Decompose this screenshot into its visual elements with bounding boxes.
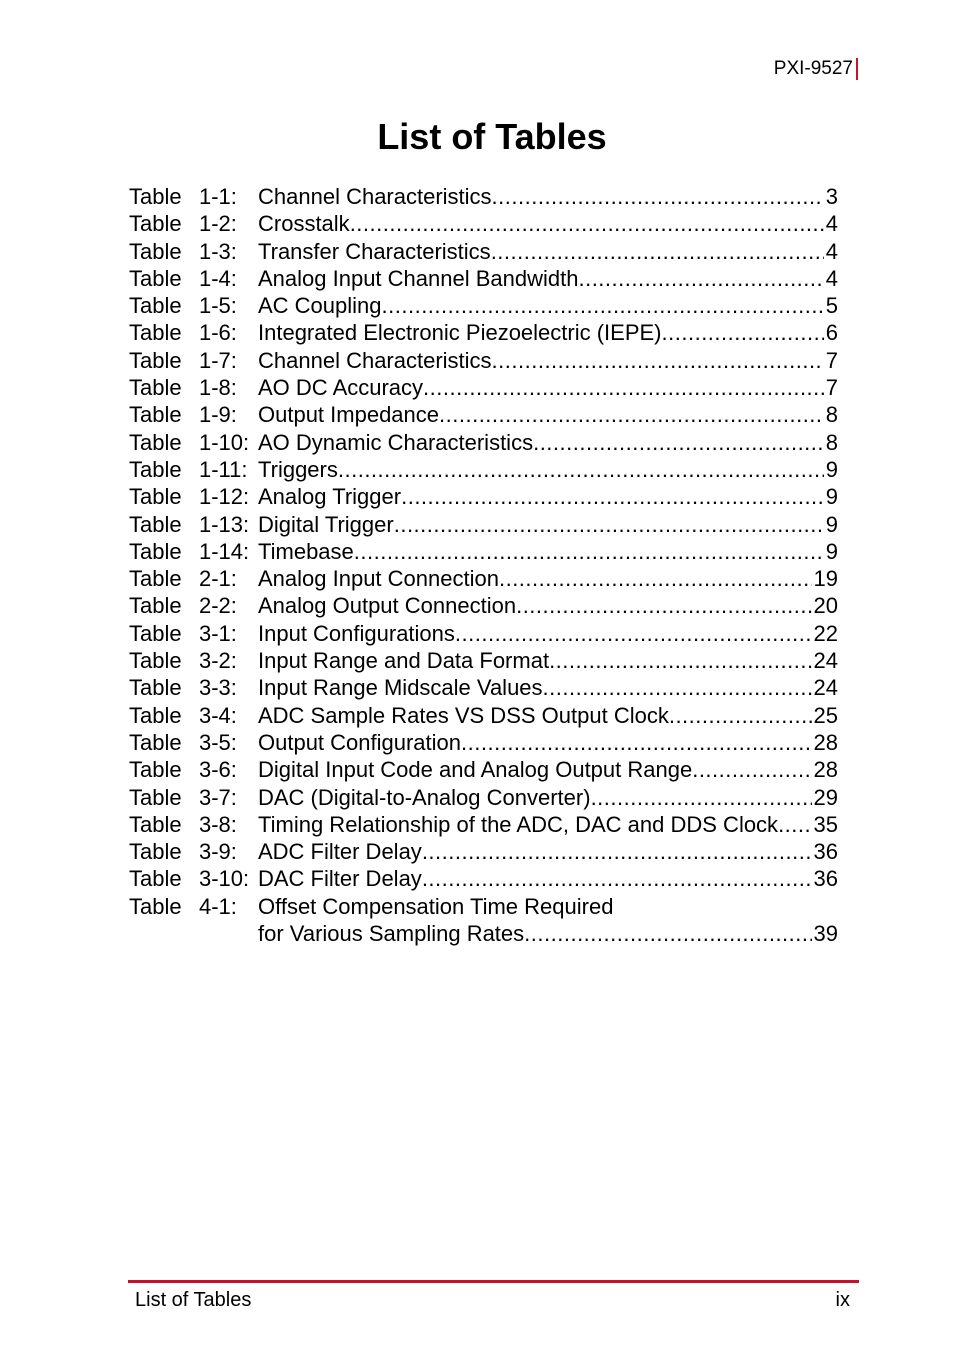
dot-leader [338, 456, 824, 483]
entry-label: Table [129, 484, 182, 510]
product-code: PXI-9527 [773, 58, 853, 79]
entry-title: Digital Trigger [258, 511, 394, 537]
toc-entry[interactable] [129, 265, 838, 292]
dot-leader [692, 756, 811, 783]
entry-label: Table [129, 265, 182, 291]
entry-title: Crosstalk [258, 211, 350, 237]
toc-entry[interactable] [129, 429, 838, 456]
entry-number: 1-5: [199, 293, 237, 319]
toc-entry[interactable] [129, 292, 838, 319]
toc-entry[interactable] [129, 893, 838, 920]
toc-entry[interactable] [129, 347, 838, 374]
entry-title-cell [258, 647, 812, 674]
dot-leader [549, 647, 811, 674]
toc-entry[interactable] [129, 920, 838, 947]
entry-number: 1-10: [199, 429, 250, 455]
dot-leader [422, 838, 812, 865]
dot-leader [439, 401, 824, 428]
entry-label: Table [129, 293, 182, 319]
entry-number: 2-1: [199, 566, 237, 592]
dot-leader [491, 238, 824, 265]
toc-entry[interactable] [129, 674, 838, 701]
footer-rule [128, 1280, 859, 1283]
dot-leader [401, 483, 824, 510]
entry-title: Timing Relationship of the ADC, DAC and DDS Clock [258, 811, 779, 837]
entry-title-cell [258, 401, 824, 428]
entry-title-cell [258, 729, 812, 756]
entry-label [129, 920, 199, 947]
entry-number: 1-7: [199, 347, 237, 373]
entry-number [199, 920, 258, 947]
entry-label: Table [129, 429, 182, 455]
dot-leader [524, 920, 811, 947]
dot-leader [662, 319, 824, 346]
dot-leader [591, 784, 812, 811]
entry-page-number: 29 [813, 784, 838, 810]
entry-number: 3-6: [199, 757, 237, 783]
dot-leader [350, 210, 824, 237]
dot-leader [613, 893, 836, 920]
dot-leader [423, 374, 824, 401]
entry-title-cell [258, 893, 836, 920]
entry-label: Table [129, 566, 182, 592]
toc-entry[interactable] [129, 238, 838, 265]
entry-page-number: 35 [813, 811, 838, 837]
entry-title: ADC Sample Rates VS DSS Output Clock [258, 702, 669, 728]
dot-leader [492, 183, 824, 210]
entry-title: DAC (Digital-to-Analog Converter) [258, 784, 591, 810]
entry-page-number: 39 [813, 921, 838, 947]
entry-page-number: 36 [813, 839, 838, 865]
entry-title-cell [258, 811, 812, 838]
entry-label: Table [129, 702, 182, 728]
entry-title-cell [258, 210, 824, 237]
dot-leader [394, 511, 824, 538]
entry-number: 1-8: [199, 375, 237, 401]
entry-label: Table [129, 893, 182, 919]
entry-page-number: 19 [813, 566, 838, 592]
entry-label: Table [129, 347, 182, 373]
entry-label: Table [129, 784, 182, 810]
entry-title: Input Configurations [258, 620, 455, 646]
entry-title-cell [258, 756, 812, 783]
toc-entry[interactable] [129, 374, 838, 401]
entry-title-cell [258, 565, 812, 592]
entry-number: 1-9: [199, 402, 237, 428]
entry-number: 3-7: [199, 784, 237, 810]
entry-title: Offset Compensation Time Required [258, 893, 614, 919]
entry-page-number: 3 [825, 184, 838, 209]
entry-page-number: 6 [825, 320, 838, 346]
entry-title-cell [258, 456, 824, 483]
header-accent-bar [856, 58, 858, 80]
entry-page-number: 9 [825, 511, 838, 537]
entry-number: 1-4: [199, 265, 237, 291]
entry-page-number: 36 [813, 866, 838, 892]
footer-page-number: ix [835, 1289, 850, 1311]
entry-title: Analog Output Connection [258, 593, 517, 619]
entry-number: 1-12: [199, 484, 250, 510]
entry-title-cell [258, 292, 824, 319]
toc-entry[interactable] [129, 319, 838, 346]
entry-page-number: 7 [825, 375, 838, 401]
entry-label: Table [129, 538, 182, 564]
table-of-contents [129, 183, 838, 947]
entry-page-number: 24 [813, 675, 838, 701]
entry-title-cell [258, 265, 824, 292]
entry-title-cell [258, 319, 824, 346]
entry-title-cell [258, 538, 824, 565]
entry-title-cell [258, 702, 812, 729]
dot-leader [533, 429, 824, 456]
entry-title: Channel Characteristics [258, 184, 492, 209]
footer-section-title: List of Tables [135, 1289, 252, 1311]
toc-entry[interactable] [129, 702, 838, 729]
dot-leader [499, 565, 812, 592]
toc-entry[interactable] [129, 784, 838, 811]
toc-entry[interactable] [129, 183, 838, 210]
entry-title: Input Range Midscale Values [258, 675, 543, 701]
entry-title: Analog Input Channel Bandwidth [258, 265, 579, 291]
entry-title: AC Coupling [258, 293, 382, 319]
entry-page-number: 9 [825, 484, 838, 510]
entry-number: 1-13: [199, 511, 250, 537]
entry-page-number: 25 [813, 702, 838, 728]
entry-label: Table [129, 839, 182, 865]
entry-number: 3-1: [199, 620, 237, 646]
entry-title-cell [258, 620, 812, 647]
entry-page-number [836, 893, 838, 920]
entry-number: 2-2: [199, 593, 237, 619]
entry-label: Table [129, 456, 182, 482]
entry-page-number: 24 [813, 648, 838, 674]
entry-number: 1-6: [199, 320, 237, 346]
entry-number: 3-5: [199, 729, 237, 755]
entry-title-cell [258, 920, 812, 947]
dot-leader [543, 674, 812, 701]
dot-leader [354, 538, 824, 565]
entry-title: Integrated Electronic Piezoelectric (IEPE) [258, 320, 662, 346]
entry-title: Transfer Characteristics [258, 238, 491, 264]
entry-page-number: 9 [825, 456, 838, 482]
dot-leader [461, 729, 811, 756]
dot-leader [492, 347, 824, 374]
toc-entry[interactable] [129, 538, 838, 565]
dot-leader [516, 592, 811, 619]
entry-title-cell [258, 865, 812, 892]
entry-label: Table [129, 593, 182, 619]
entry-title: Output Impedance [258, 402, 440, 428]
entry-page-number: 5 [825, 293, 838, 319]
entry-title: DAC Filter Delay [258, 866, 422, 892]
toc-entry[interactable] [129, 838, 838, 865]
entry-title-cell [258, 347, 824, 374]
entry-title-cell [258, 429, 824, 456]
entry-number: 1-11: [199, 456, 248, 482]
entry-title: Channel Characteristics [258, 347, 492, 373]
entry-label: Table [129, 675, 182, 701]
entry-page-number: 9 [825, 538, 838, 564]
entry-title-cell [258, 483, 824, 510]
toc-entry[interactable] [129, 729, 838, 756]
entry-page-number: 4 [825, 265, 838, 291]
entry-label: Table [129, 811, 182, 837]
entry-page-number: 28 [813, 729, 838, 755]
entry-label: Table [129, 511, 182, 537]
entry-number: 1-14: [199, 538, 250, 564]
entry-title-cell [258, 374, 824, 401]
entry-title: for Various Sampling Rates [258, 921, 525, 947]
toc-entry[interactable] [129, 456, 838, 483]
entry-number: 3-3: [199, 675, 237, 701]
toc-entry[interactable] [129, 210, 838, 237]
entry-title: Triggers [258, 456, 338, 482]
dot-leader [382, 292, 824, 319]
entry-label: Table [129, 729, 182, 755]
entry-title: ADC Filter Delay [258, 839, 422, 865]
entry-number: 3-10: [199, 866, 250, 892]
dot-leader [578, 265, 823, 292]
toc-entry[interactable] [129, 620, 838, 647]
entry-title: Digital Input Code and Analog Output Range [258, 757, 693, 783]
entry-page-number: 8 [825, 402, 838, 428]
entry-page-number: 28 [813, 757, 838, 783]
entry-label: Table [129, 184, 182, 209]
entry-title: AO Dynamic Characteristics [258, 429, 534, 455]
dot-leader [778, 811, 811, 838]
entry-label: Table [129, 648, 182, 674]
entry-title-cell [258, 784, 812, 811]
page-title: List of Tables [377, 116, 607, 157]
toc-entry[interactable] [129, 565, 838, 592]
entry-number: 1-1: [199, 184, 237, 209]
toc-entry[interactable] [129, 865, 838, 892]
entry-number: 3-4: [199, 702, 237, 728]
entry-label: Table [129, 375, 182, 401]
entry-title-cell [258, 238, 824, 265]
entry-number: 1-3: [199, 238, 237, 264]
toc-entry[interactable] [129, 756, 838, 783]
entry-title: Analog Trigger [258, 484, 402, 510]
entry-title-cell [258, 183, 824, 210]
toc-entry[interactable] [129, 401, 838, 428]
entry-label: Table [129, 866, 182, 892]
entry-number: 1-2: [199, 211, 237, 237]
entry-number: 3-9: [199, 839, 237, 865]
entry-label: Table [129, 320, 182, 346]
entry-page-number: 4 [825, 238, 838, 264]
entry-number: 4-1: [199, 893, 237, 919]
entry-title: AO DC Accuracy [258, 375, 424, 401]
toc-entry[interactable] [129, 811, 838, 838]
entry-label: Table [129, 620, 182, 646]
entry-number: 3-8: [199, 811, 237, 837]
entry-title-cell [258, 511, 824, 538]
entry-page-number: 22 [813, 620, 838, 646]
toc-entry[interactable] [129, 592, 838, 619]
entry-page-number: 8 [825, 429, 838, 455]
toc-entry[interactable] [129, 647, 838, 674]
entry-label: Table [129, 238, 182, 264]
dot-leader [455, 620, 812, 647]
entry-number: 3-2: [199, 648, 237, 674]
entry-page-number: 7 [825, 347, 838, 373]
entry-page-number: 4 [825, 211, 838, 237]
entry-title-cell [258, 592, 812, 619]
entry-title: Analog Input Connection [258, 566, 499, 592]
entry-label: Table [129, 211, 182, 237]
toc-entry[interactable] [129, 483, 838, 510]
entry-title: Timebase [258, 538, 354, 564]
product-code-header [774, 58, 858, 80]
entry-page-number: 20 [813, 593, 838, 619]
entry-title-cell [258, 838, 812, 865]
entry-label: Table [129, 402, 182, 428]
toc-entry[interactable] [129, 511, 838, 538]
entry-label: Table [129, 757, 182, 783]
dot-leader [422, 865, 812, 892]
entry-title-cell [258, 674, 812, 701]
dot-leader [669, 702, 812, 729]
entry-title: Output Configuration [258, 729, 462, 755]
entry-title: Input Range and Data Format [258, 648, 550, 674]
